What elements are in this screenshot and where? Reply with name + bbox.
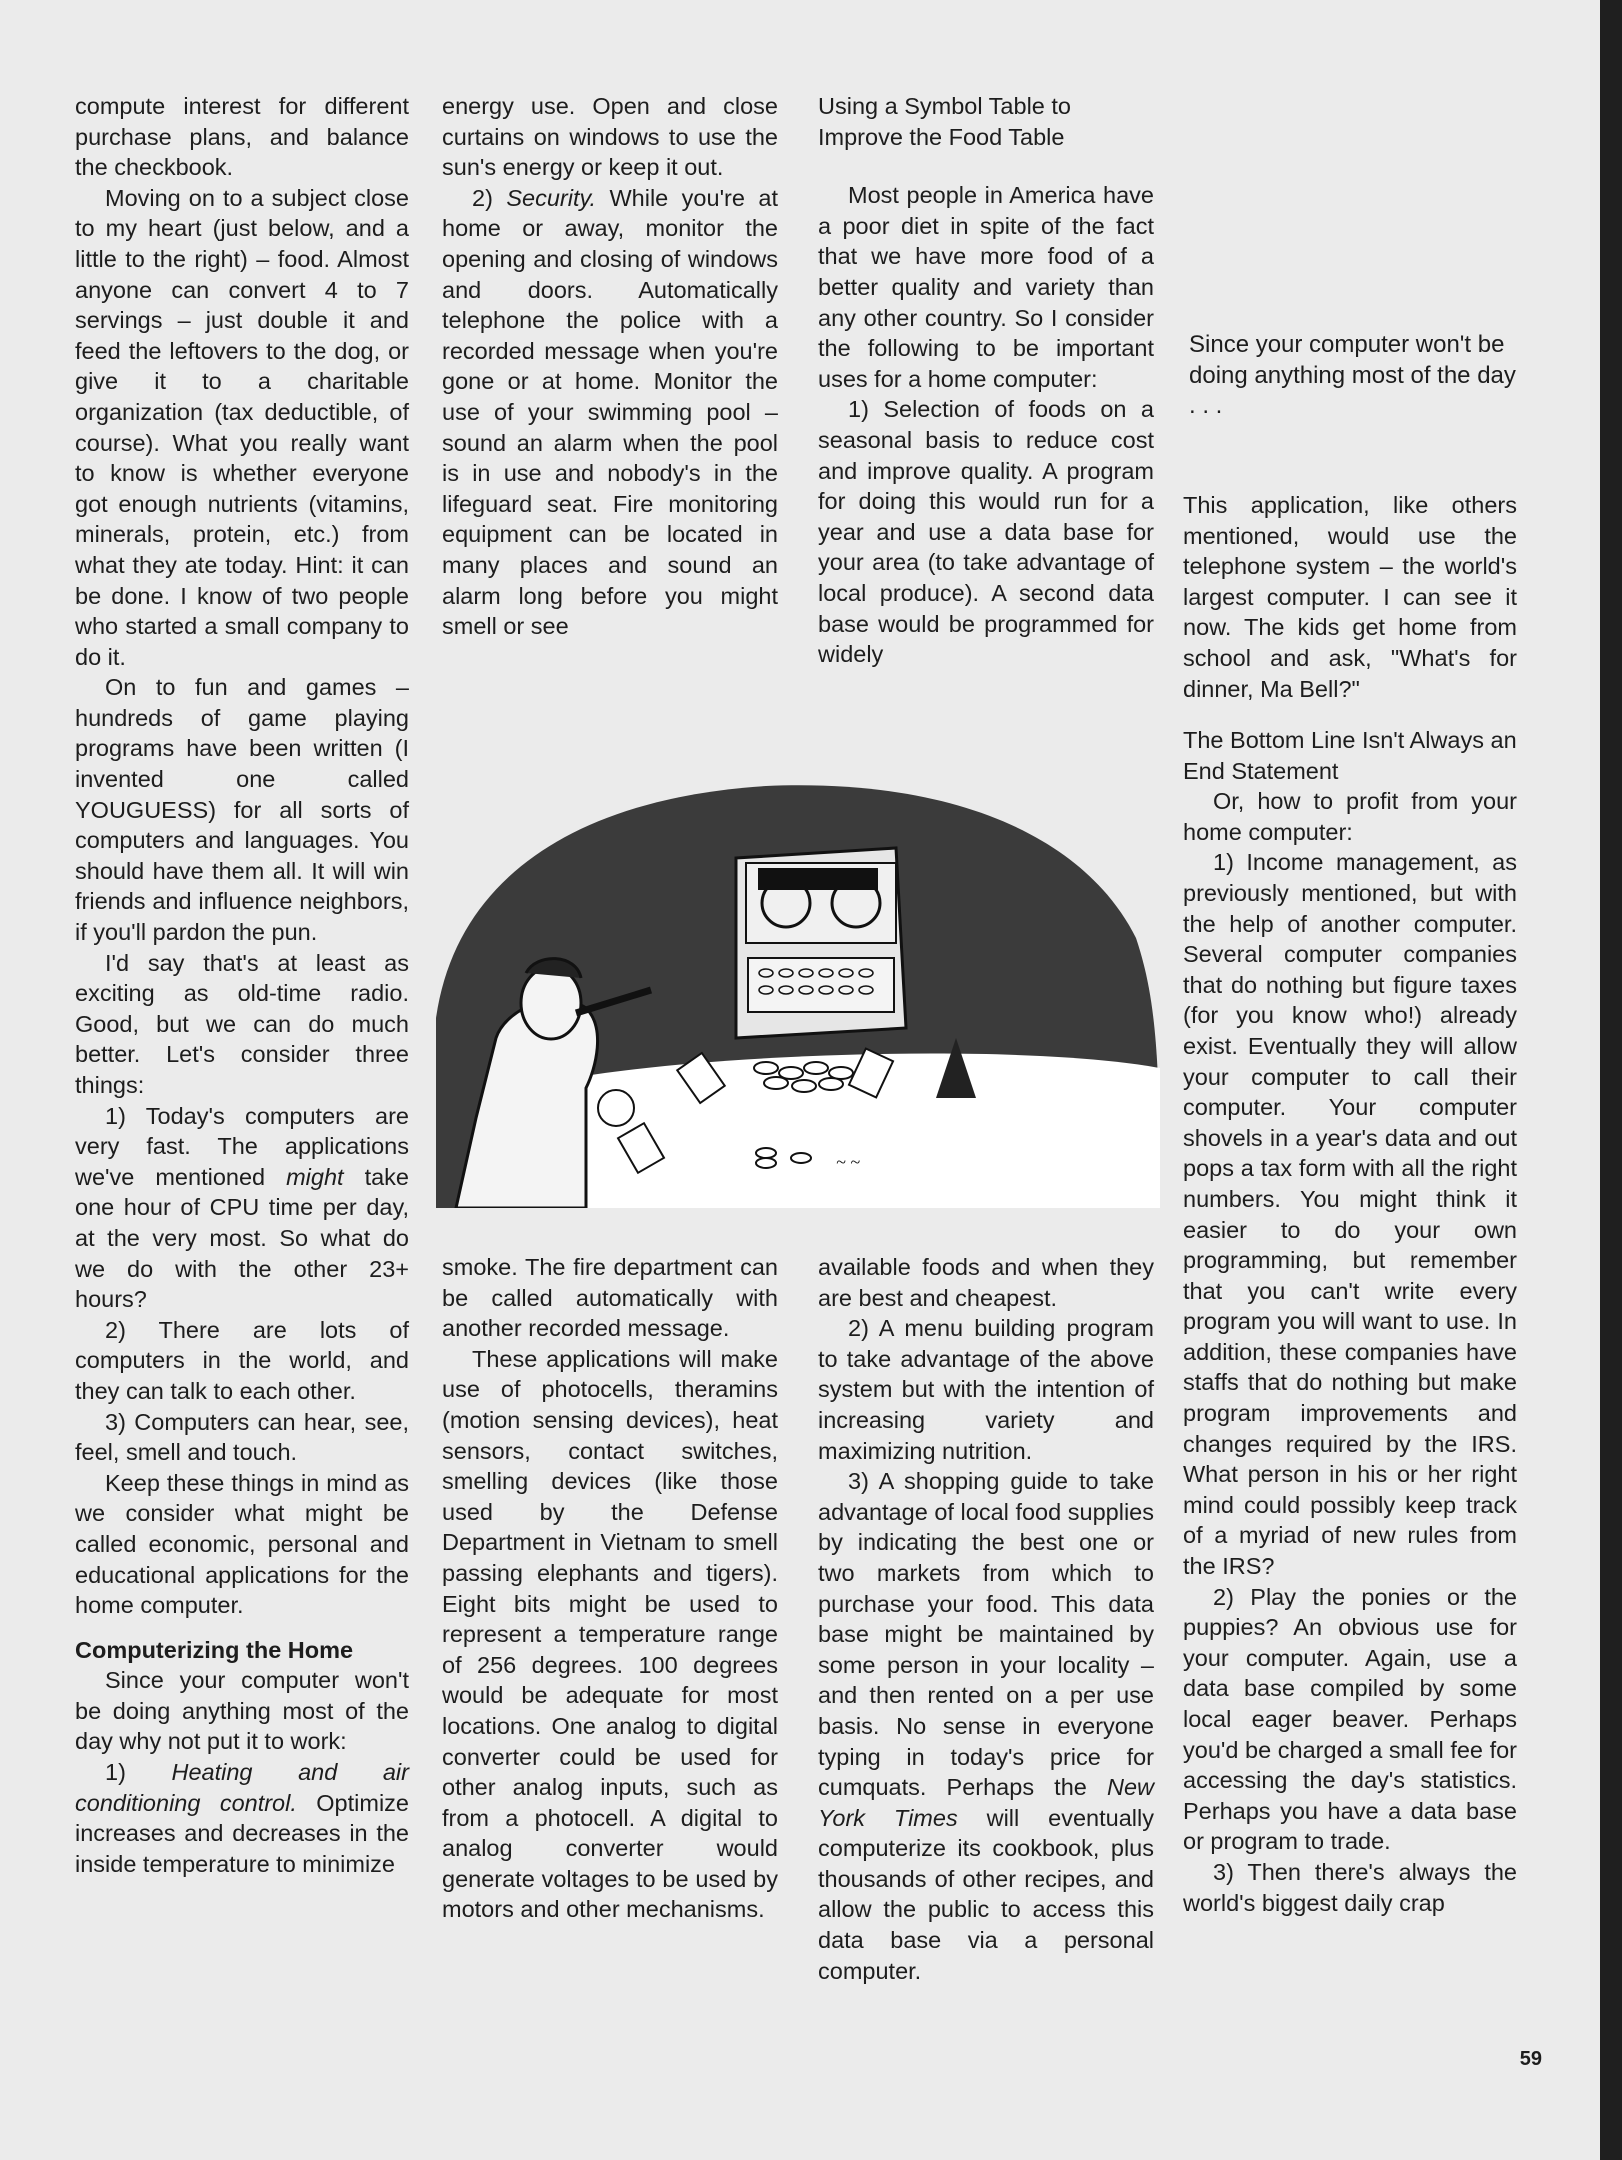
pull-quote: Since your computer won't be doing anything most of the day . . .: [1189, 331, 1516, 420]
column-1: [75, 91, 409, 1879]
paragraph: compute interest for different purchase plans, and balance the checkbook.: [75, 93, 409, 181]
paragraph: available foods and when they are best and cheapest.: [818, 1254, 1154, 1311]
glass-icon: [598, 1090, 634, 1126]
paragraph: 3) A shopping guide to take advantage of local food supplies by indicating the best one or two markets from which to purchase your food. This data base might be maintained by some person in your locality – and then rented on a per use basis. No sense in everyone typing in today's price for cumquats. Perhaps the New York Times will eventually computerize its cookbook, plus thousands of other recipes, and allow the public to access this data base via a personal computer.: [818, 1468, 1154, 1984]
column-4-bottom: [1183, 725, 1517, 1918]
paragraph: 2) Security. While you're at home or away, monitor the opening and closing of windows and doors. Automatically telephone the police with a recorded message when you're gone or at home. Monitor the use of your swimming pool – sound an alarm when the pool is in use and nobody's in the lifeguard seat. Fire monitoring equipment can be located in many places and sound an alarm long before you might smell or see: [442, 184, 778, 640]
paragraph: 1) Today's computers are very fast. The applications we've mentioned might take one hour of CPU time per day, at the very most. So what do we do with the other 23+ hours?: [75, 1102, 409, 1313]
paragraph: 2) There are lots of computers in the world, and they can talk to each other.: [75, 1316, 409, 1404]
section-heading: Computerizing the Home: [75, 1636, 354, 1663]
column-2-top: [442, 91, 778, 642]
paragraph: energy use. Open and close curtains on windows to use the sun's energy or keep it out.: [442, 93, 778, 181]
scan-edge: [1600, 0, 1622, 2160]
section-heading: Using a Symbol Table to Improve the Food Table: [818, 93, 1071, 150]
paragraph: smoke. The fire department can be called automatically with another recorded message.: [442, 1254, 778, 1342]
column-4-mid: [1183, 490, 1517, 704]
paragraph: 1) Income management, as previously mentioned, but with the help of another computer. Several computer companies that do nothing but figure taxes (for you know who!) already exist. Eventually they will allow your computer to call their computer. Your computer shovels in a year's data and out pops a tax form with all the right numbers. You might think it easier to do your own programming, but remember that you can't write every program you will want to use. In addition, these companies have staffs that do nothing but make program improvements and changes required by the IRS. What person in his or her right mind could possibly keep track of a myriad of new rules from the IRS?: [1183, 849, 1517, 1580]
column-2-bottom: [442, 1252, 778, 1925]
paragraph: 1) Selection of foods on a seasonal basis to reduce cost and improve quality. A program for doing this would run for a year and use a data base for your area (to take advantage of local produce). A second data base would be programmed for widely: [818, 396, 1154, 668]
svg-text:~ ~: ~ ~: [836, 1152, 860, 1172]
section-heading: The Bottom Line Isn't Always an End Statement: [1183, 727, 1517, 784]
paragraph: 2) Play the ponies or the puppies? An obvious use for your computer. Again, use a data base compiled by some local eager beaver. Perhaps you'd be charged a small fee for accessing the day's statistics. Perhaps you have a data base or program to trade.: [1183, 1583, 1517, 1855]
page-number: 59: [1519, 2048, 1542, 2070]
paragraph: Keep these things in mind as we consider what might be called economic, personal and educational applications for the home computer.: [75, 1469, 409, 1619]
paragraph: This application, like others mentioned, would use the telephone system – the world's largest computer. I can see it now. The kids get home from school and ask, "What's for dinner, Ma Bell?": [1183, 492, 1517, 702]
paragraph: On to fun and games – hundreds of game playing programs have been written (I invented one called YOUGUESS) for all sorts of computers and languages. You should have them all. It will win friends and influence neighbors, if you'll pardon the pun.: [75, 674, 409, 946]
paragraph: Or, how to profit from your home computer:: [1183, 788, 1517, 845]
paragraph: 3) Computers can hear, see, feel, smell and touch.: [75, 1408, 409, 1466]
paragraph: I'd say that's at least as exciting as old-time radio. Good, but we can do much better. Let's consider three things:: [75, 949, 409, 1098]
column-3-bottom: [818, 1252, 1154, 1986]
cartoon-illustration: [436, 738, 1160, 1208]
column-3-top: [818, 91, 1154, 670]
paragraph: Most people in America have a poor diet in spite of the fact that we have more food of a better quality and variety than any other country. So I consider the following to be important uses for a home computer:: [818, 182, 1154, 392]
sunglasses-icon: [758, 868, 878, 890]
paragraph: 3) Then there's always the world's biggest daily crap: [1183, 1858, 1517, 1916]
paragraph: 1) Heating and air conditioning control. Optimize increases and decreases in the inside temperature to minimize: [75, 1759, 409, 1877]
paragraph: 2) A menu building program to take advantage of the above system but with the intention of increasing variety and maximizing nutrition.: [818, 1315, 1154, 1464]
paragraph: These applications will make use of photocells, theramins (motion sensing devices), heat sensors, contact switches, smelling devices (like those used by the Defense Department in Vietnam to smell passing elephants and tigers). Eight bits might be used to represent a temperature range of 256 degrees. 100 degrees would be adequate for most locations. One analog to digital converter could be used for other analog inputs, such as from a photocell. A digital to analog converter would generate voltages to be used by motors and other mechanisms.: [442, 1345, 778, 1923]
paragraph: Moving on to a subject close to my heart (just below, and a little to the right) – food. Almost anyone can convert 4 to 7 servings – just double it and feed the leftovers to the dog, or give it to a charitable organization (tax deductible, of course). What you really want to know is whether everyone got enough nutrients (vitamins, minerals, protein, etc.) from what they ate today. Hint: it can be done. I know of two people who started a small company to do it.: [75, 184, 409, 670]
paragraph: Since your computer won't be doing anything most of the day why not put it to work:: [75, 1667, 409, 1755]
